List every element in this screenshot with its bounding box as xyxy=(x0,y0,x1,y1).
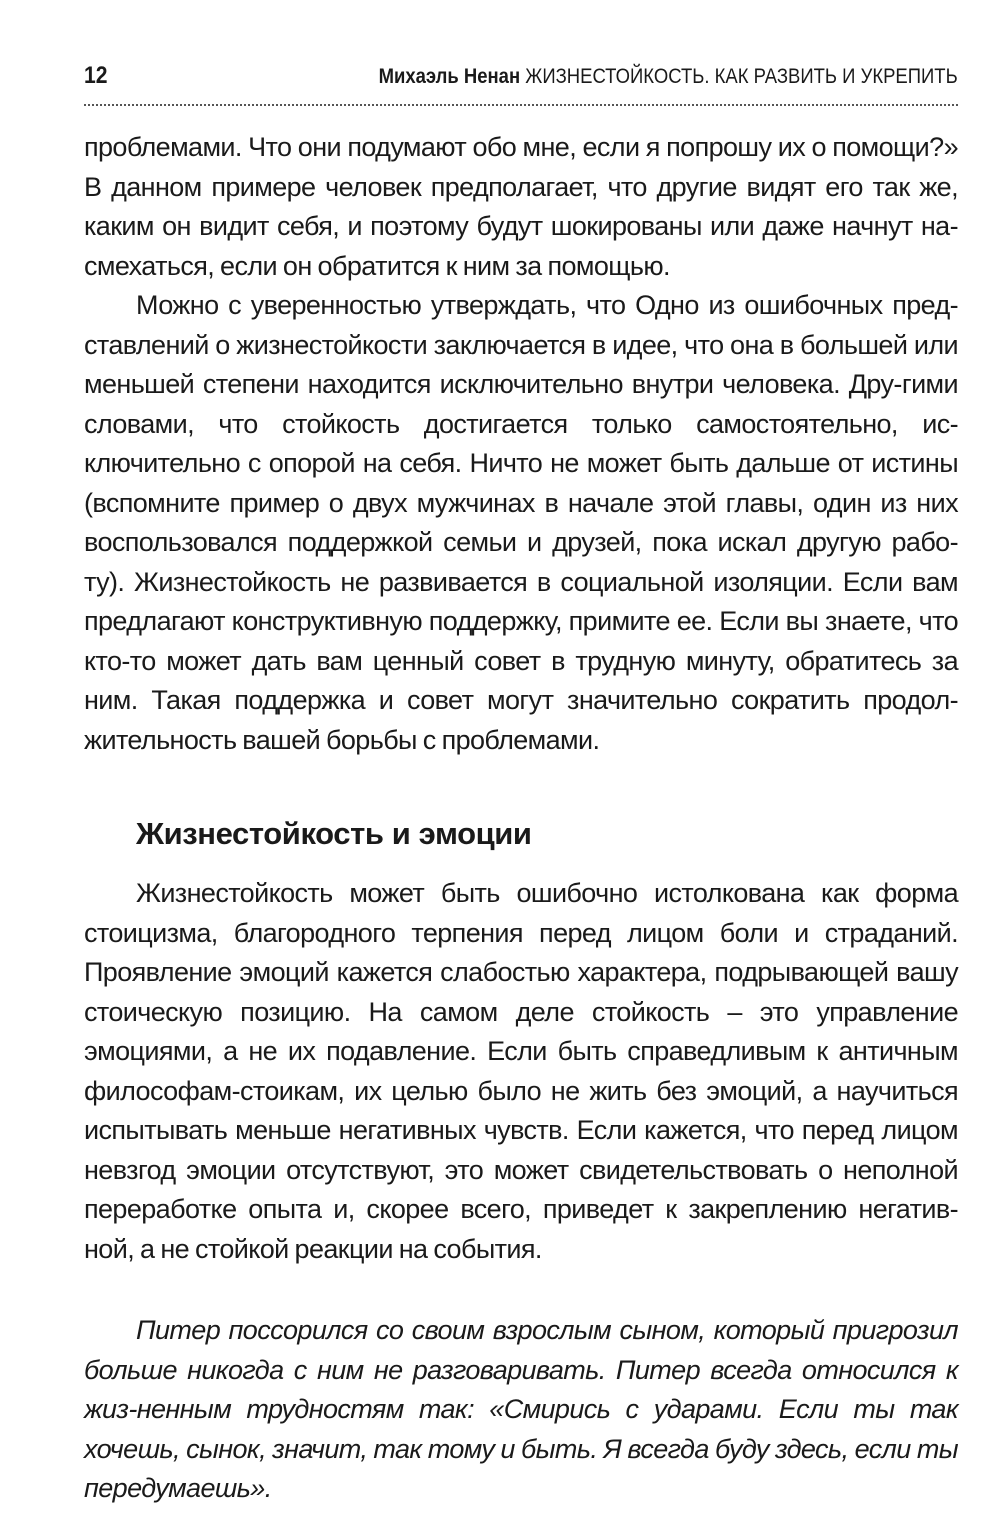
running-title xyxy=(379,65,958,89)
body-text xyxy=(84,128,958,1509)
example-story xyxy=(84,1311,958,1509)
book-page xyxy=(84,62,958,1509)
paragraph-resilience-emotions: Жизнестойкость может быть ошибочно истолкована как форма стоицизма, благородного терпения перед лицом боли и страданий. Проявление эмоций кажется слабостью характера, подрывающей вашу стоическую позицию. На самом деле стойкость – это управление эмоциями, а не их подавление. Если быть справедливым к античным философам-стоикам, их целью было не жить без эмоций, а научиться испытывать меньше негативных чувств. Если кажется, что перед лицом невзгод эмоции отсутствуют, это может свидетельствовать о неполной переработке опыта и, скорее всего, приведет к закреплению негатив-ной, а не стойкой реакции на события. xyxy=(84,878,958,1264)
paragraph-peter-example: Питер поссорился со своим взрослым сыном, который пригрозил больше никогда с ним не разговаривать. Питер всегда относился к жиз-ненным трудностям так: «Смирись с ударами. Если ты так хочешь, сынок, значит, так тому и быть. Я всегда буду здесь, если ты передумаешь». xyxy=(84,1315,958,1503)
section-heading: Жизнестойкость и эмоции xyxy=(136,816,532,851)
running-head xyxy=(84,62,958,98)
header-divider xyxy=(84,104,958,106)
page-number: 12 xyxy=(84,62,108,89)
author-name: Михаэль Ненан xyxy=(378,65,521,88)
paragraph-continuation: проблемами. Что они подумают обо мне, если я попрошу их о помощи?» В данном примере человек предполагает, что другие видят его так же, каким он видит себя, и поэтому будут шокированы или даже начнут на-смехаться, если он обратится к ним за помощью. xyxy=(84,132,958,281)
paragraph-resilience-misconception: Можно с уверенностью утверждать, что Одно из ошибочных пред-ставлений о жизнестойкости заключается в идее, что она в большей или меньшей степени находится исключительно внутри человека. Дру-гими словами, что стойкость достигается только самостоятельно, ис-ключительно с опорой на себя. Ничто не может быть дальше от истины (вспомните пример о двух мужчинах в начале этой главы, один из них воспользовался поддержкой семьи и друзей, пока искал другую рабо-ту). Жизнестойкость не развивается в социальной изоляции. Если вам предлагают конструктивную поддержку, примите ее. Если вы знаете, что кто-то может дать вам ценный совет в трудную минуту, обратитесь за ним. Такая поддержка и совет могут значительно сократить продол-жительность вашей борьбы с проблемами. xyxy=(84,290,958,755)
book-title: ЖИЗНЕСТОЙКОСТЬ. КАК РАЗВИТЬ И УКРЕПИТЬ xyxy=(525,65,958,88)
